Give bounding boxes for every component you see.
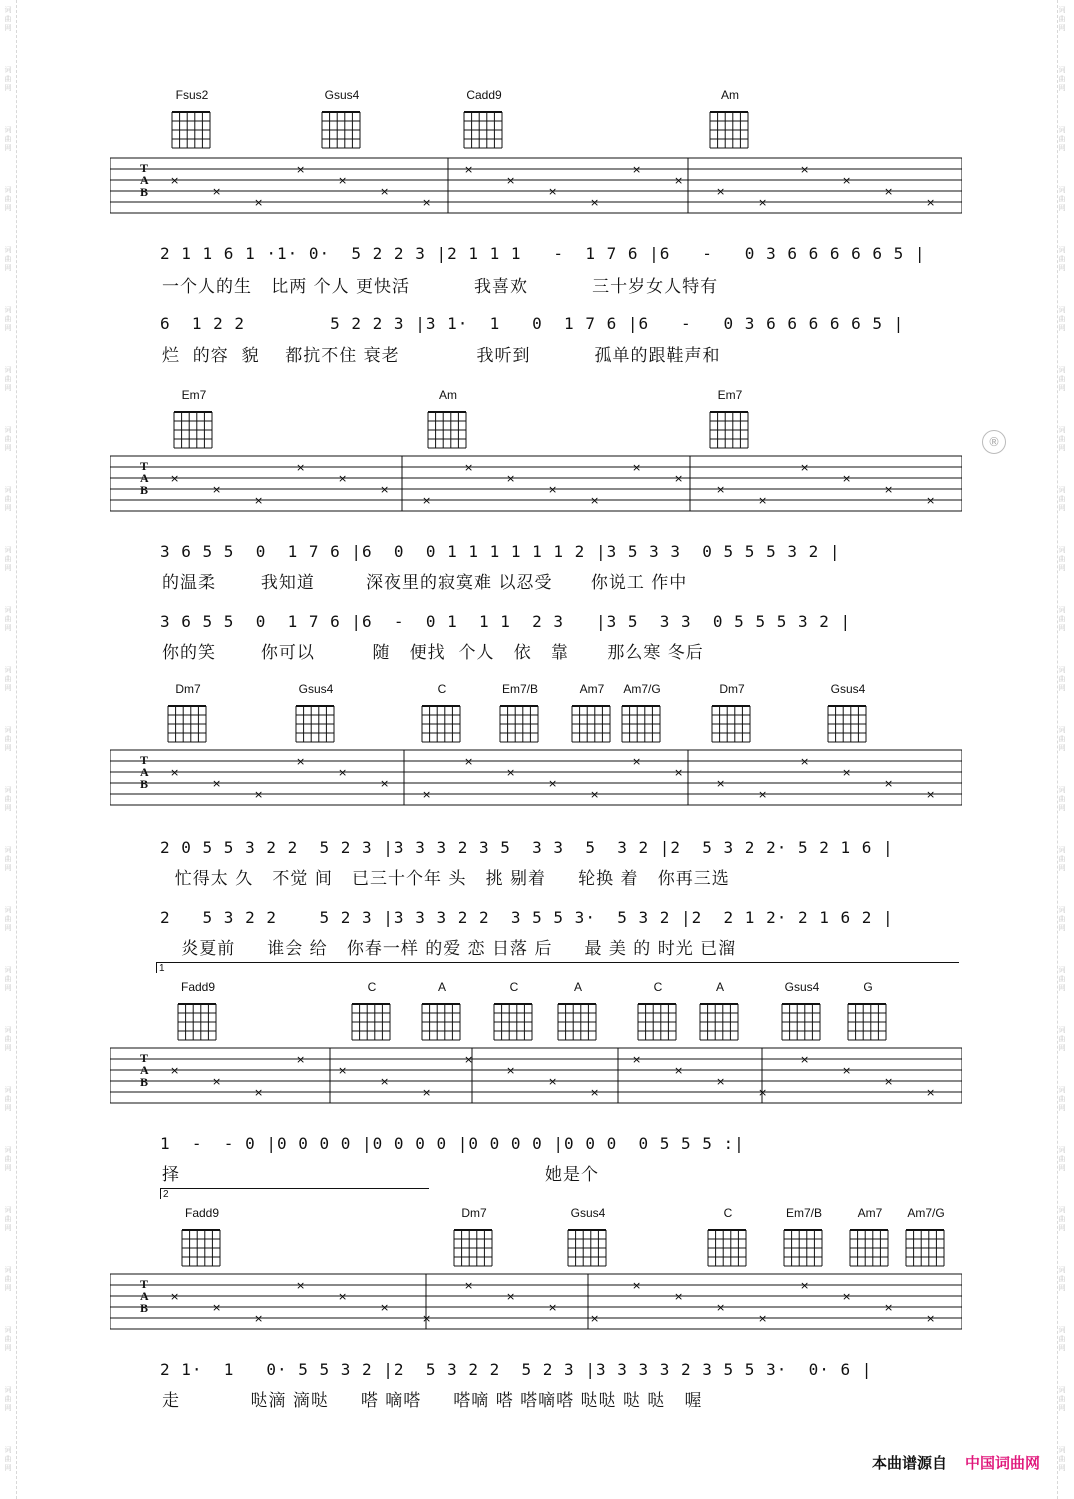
chord-diagram: Am bbox=[424, 388, 472, 450]
tab-note-mark: × bbox=[632, 1053, 642, 1066]
watermark-glyph: 词 曲 网 bbox=[1058, 606, 1066, 632]
chord-diagram: Am bbox=[706, 88, 754, 150]
tab-note-mark: × bbox=[338, 1290, 348, 1303]
tab-note-mark: × bbox=[590, 1312, 600, 1325]
chord-diagram: A bbox=[696, 980, 744, 1042]
lyric-line: 一个人的生 比两 个人 更快活 我喜欢 三十岁女人特有 bbox=[162, 277, 719, 297]
lyric-line: 炎夏前 谁会 给 你春一样 的爱 恋 日落 后 最 美 的 时光 已溜 bbox=[162, 939, 737, 959]
chord-diagram: Cadd9 bbox=[460, 88, 508, 150]
tab-note-mark: × bbox=[716, 1075, 726, 1088]
watermark-glyph: 词 曲 网 bbox=[4, 1446, 12, 1472]
tab-note-mark: × bbox=[254, 1086, 264, 1099]
tab-note-mark: × bbox=[212, 483, 222, 496]
tab-note-mark: × bbox=[800, 1053, 810, 1066]
tab-note-mark: × bbox=[422, 494, 432, 507]
chord-grid bbox=[554, 996, 600, 1042]
footer-brand-link[interactable]: 中国词曲网 bbox=[964, 1454, 1040, 1472]
chord-grid bbox=[178, 1222, 224, 1268]
tab-note-mark: × bbox=[380, 1075, 390, 1088]
watermark-glyph: 词 曲 网 bbox=[1058, 1266, 1066, 1292]
tab-clef: T A B bbox=[140, 161, 149, 199]
source-footer bbox=[872, 1452, 1040, 1473]
watermark-glyph: 词 曲 网 bbox=[1058, 366, 1066, 392]
watermark-glyph: 词 曲 网 bbox=[4, 906, 12, 932]
tab-note-mark: × bbox=[590, 1086, 600, 1099]
tab-note-mark: × bbox=[212, 1301, 222, 1314]
chord-diagram: Em7 bbox=[706, 388, 754, 450]
watermark-glyph: 词 曲 网 bbox=[4, 366, 12, 392]
chord-grid bbox=[496, 698, 542, 744]
chord-grid bbox=[490, 996, 536, 1042]
watermark-glyph: 词 曲 网 bbox=[1058, 846, 1066, 872]
tab-note-mark: × bbox=[296, 163, 306, 176]
chord-grid bbox=[348, 996, 394, 1042]
numbered-notation: 6 1 2 2 5 2 2 3 |3 1· 1 0 1 7 6 |6 - 0 3 6 6 6 6 6 5 | bbox=[160, 314, 905, 333]
tab-note-mark: × bbox=[212, 185, 222, 198]
watermark-glyph: 词 曲 网 bbox=[1058, 426, 1066, 452]
numbered-notation: 2 1 1 6 1 ·1· 0· 5 2 2 3 |2 1 1 1 - 1 7 6 |6 - 0 3 6 6 6 6 6 5 | bbox=[160, 244, 926, 263]
watermark-glyph: 词 曲 网 bbox=[4, 126, 12, 152]
tab-note-mark: × bbox=[548, 483, 558, 496]
tab-note-mark: × bbox=[464, 461, 474, 474]
chord-grid bbox=[706, 404, 752, 450]
chord-diagram: A bbox=[554, 980, 602, 1042]
tab-note-mark: × bbox=[716, 777, 726, 790]
watermark-glyph: 词 曲 网 bbox=[4, 666, 12, 692]
tab-note-mark: × bbox=[506, 1064, 516, 1077]
watermark-glyph: 词 曲 网 bbox=[4, 186, 12, 212]
watermark-glyph: 词 曲 网 bbox=[4, 786, 12, 812]
watermark-glyph: 词 曲 网 bbox=[1058, 1146, 1066, 1172]
chord-grid bbox=[634, 996, 680, 1042]
tab-note-mark: × bbox=[296, 1279, 306, 1292]
tab-staff bbox=[110, 748, 962, 808]
chord-grid bbox=[844, 996, 890, 1042]
score-system-1 bbox=[110, 88, 962, 368]
tab-note-mark: × bbox=[506, 174, 516, 187]
numbered-notation: 1 - - 0 |0 0 0 0 |0 0 0 0 |0 0 0 0 |0 0 0 0 5 5 5 :| bbox=[160, 1134, 745, 1153]
watermark-glyph: 词 曲 网 bbox=[4, 486, 12, 512]
chord-diagram: G bbox=[844, 980, 892, 1042]
lyric-line: 走 哒滴 滴哒 嗒 嘀嗒 嗒嘀 嗒 嗒嘀嗒 哒哒 哒 哒 喔 bbox=[162, 1391, 703, 1411]
chord-diagram: C bbox=[704, 1206, 752, 1268]
tab-note-mark: × bbox=[338, 766, 348, 779]
watermark-glyph: 词 曲 网 bbox=[4, 846, 12, 872]
watermark-glyph: 词 曲 网 bbox=[1058, 786, 1066, 812]
tab-note-mark: × bbox=[506, 472, 516, 485]
chord-grid bbox=[696, 996, 742, 1042]
tab-note-mark: × bbox=[380, 483, 390, 496]
tab-note-mark: × bbox=[464, 1053, 474, 1066]
tab-note-mark: × bbox=[548, 185, 558, 198]
watermark-glyph: 词 曲 网 bbox=[1058, 1086, 1066, 1112]
tab-note-mark: × bbox=[884, 1075, 894, 1088]
chord-diagram: Am7/G bbox=[618, 682, 666, 744]
tab-note-mark: × bbox=[380, 185, 390, 198]
volta-bracket-1: 1 bbox=[156, 962, 959, 973]
watermark-glyph: 词 曲 网 bbox=[1058, 186, 1066, 212]
registered-mark: ® bbox=[982, 430, 1006, 454]
tab-note-mark: × bbox=[464, 163, 474, 176]
tab-note-mark: × bbox=[674, 1064, 684, 1077]
chord-grid bbox=[706, 104, 752, 150]
chord-diagram: Dm7 bbox=[450, 1206, 498, 1268]
watermark-glyph: 词 曲 网 bbox=[1058, 1446, 1066, 1472]
tab-clef: T A B bbox=[140, 753, 149, 791]
chord-diagram: Em7/B bbox=[780, 1206, 828, 1268]
tab-note-mark: × bbox=[212, 777, 222, 790]
chord-diagram: Gsus4 bbox=[564, 1206, 612, 1268]
watermark-glyph: 词 曲 网 bbox=[4, 1206, 12, 1232]
tab-note-mark: × bbox=[800, 1279, 810, 1292]
chord-grid bbox=[424, 404, 470, 450]
watermark-glyph: 词 曲 网 bbox=[4, 1266, 12, 1292]
tab-note-mark: × bbox=[842, 472, 852, 485]
watermark-glyph: 词 曲 网 bbox=[4, 426, 12, 452]
chord-diagram: Fadd9 bbox=[178, 1206, 226, 1268]
watermark-glyph: 词 曲 网 bbox=[1058, 1326, 1066, 1352]
watermark-glyph: 词 曲 网 bbox=[4, 306, 12, 332]
lyric-line: 烂 的容 貌 都抗不住 衰老 我听到 孤单的跟鞋声和 bbox=[162, 346, 721, 366]
chord-diagram: C bbox=[348, 980, 396, 1042]
tab-note-mark: × bbox=[464, 1279, 474, 1292]
tab-note-mark: × bbox=[758, 1312, 768, 1325]
tab-note-mark: × bbox=[464, 755, 474, 768]
chord-grid bbox=[568, 698, 614, 744]
tab-note-mark: × bbox=[212, 1075, 222, 1088]
tab-note-mark: × bbox=[170, 766, 180, 779]
watermark-glyph: 词 曲 网 bbox=[4, 546, 12, 572]
watermark-glyph: 词 曲 网 bbox=[4, 966, 12, 992]
tab-note-mark: × bbox=[926, 788, 936, 801]
chord-diagram: C bbox=[634, 980, 682, 1042]
tab-note-mark: × bbox=[842, 766, 852, 779]
tab-note-mark: × bbox=[716, 483, 726, 496]
tab-note-mark: × bbox=[758, 196, 768, 209]
tab-note-mark: × bbox=[674, 472, 684, 485]
numbered-notation: 3 6 5 5 0 1 7 6 |6 0 0 1 1 1 1 1 1 2 |3 5 3 3 0 5 5 5 3 2 | bbox=[160, 542, 841, 561]
watermark-glyph: 词 曲 网 bbox=[1058, 6, 1066, 32]
tab-note-mark: × bbox=[926, 1086, 936, 1099]
tab-note-mark: × bbox=[380, 1301, 390, 1314]
chord-diagram: Fsus2 bbox=[168, 88, 216, 150]
tab-note-mark: × bbox=[380, 777, 390, 790]
watermark-glyph: 词 曲 网 bbox=[1058, 306, 1066, 332]
tab-note-mark: × bbox=[338, 472, 348, 485]
tab-note-mark: × bbox=[296, 1053, 306, 1066]
chord-diagram: Dm7 bbox=[164, 682, 212, 744]
tab-note-mark: × bbox=[632, 1279, 642, 1292]
tab-note-mark: × bbox=[674, 1290, 684, 1303]
tab-note-mark: × bbox=[548, 1301, 558, 1314]
tab-note-mark: × bbox=[590, 494, 600, 507]
chord-grid bbox=[460, 104, 506, 150]
numbered-notation: 3 6 5 5 0 1 7 6 |6 - 0 1 1 1 2 3 |3 5 3 3 0 5 5 5 3 2 | bbox=[160, 612, 852, 631]
tab-note-mark: × bbox=[170, 174, 180, 187]
watermark-glyph: 词 曲 网 bbox=[1058, 126, 1066, 152]
tab-note-mark: × bbox=[254, 196, 264, 209]
tab-clef: T A B bbox=[140, 459, 149, 497]
tab-note-mark: × bbox=[926, 494, 936, 507]
chord-grid bbox=[902, 1222, 948, 1268]
chord-grid bbox=[450, 1222, 496, 1268]
tab-staff bbox=[110, 1272, 962, 1332]
tab-staff bbox=[110, 454, 962, 514]
chord-grid bbox=[168, 104, 214, 150]
tab-note-mark: × bbox=[716, 1301, 726, 1314]
tab-note-mark: × bbox=[884, 777, 894, 790]
tab-note-mark: × bbox=[884, 185, 894, 198]
tab-note-mark: × bbox=[758, 494, 768, 507]
tab-note-mark: × bbox=[296, 755, 306, 768]
chord-grid bbox=[564, 1222, 610, 1268]
chord-diagram: C bbox=[418, 682, 466, 744]
tab-note-mark: × bbox=[422, 196, 432, 209]
watermark-glyph: 词 曲 网 bbox=[4, 726, 12, 752]
tab-note-mark: × bbox=[254, 788, 264, 801]
tab-clef: T A B bbox=[140, 1277, 149, 1315]
tab-note-mark: × bbox=[506, 766, 516, 779]
chord-grid bbox=[778, 996, 824, 1042]
tab-note-mark: × bbox=[800, 163, 810, 176]
watermark-glyph: 词 曲 网 bbox=[4, 1026, 12, 1052]
watermark-glyph: 词 曲 网 bbox=[4, 6, 12, 32]
watermark-glyph: 词 曲 网 bbox=[1058, 1206, 1066, 1232]
watermark-glyph: 词 曲 网 bbox=[4, 1086, 12, 1112]
score-system-5 bbox=[110, 1188, 962, 1418]
chord-grid bbox=[824, 698, 870, 744]
tab-note-mark: × bbox=[632, 461, 642, 474]
watermark-glyph: 词 曲 网 bbox=[1058, 546, 1066, 572]
tab-note-mark: × bbox=[506, 1290, 516, 1303]
tab-note-mark: × bbox=[254, 1312, 264, 1325]
watermark-glyph: 词 曲 网 bbox=[4, 66, 12, 92]
tab-note-mark: × bbox=[926, 196, 936, 209]
chord-diagram: Am7/G bbox=[902, 1206, 950, 1268]
chord-grid bbox=[780, 1222, 826, 1268]
chord-grid bbox=[318, 104, 364, 150]
tab-staff bbox=[110, 156, 962, 216]
watermark-glyph: 词 曲 网 bbox=[4, 1146, 12, 1172]
tab-note-mark: × bbox=[716, 185, 726, 198]
tab-note-mark: × bbox=[422, 1312, 432, 1325]
score-system-3 bbox=[110, 682, 962, 962]
chord-diagram: Am7 bbox=[568, 682, 616, 744]
tab-note-mark: × bbox=[170, 1290, 180, 1303]
chord-grid bbox=[174, 996, 220, 1042]
watermark-glyph: 词 曲 网 bbox=[1058, 966, 1066, 992]
tab-note-mark: × bbox=[170, 472, 180, 485]
tab-note-mark: × bbox=[800, 755, 810, 768]
watermark-glyph: 词 曲 网 bbox=[1058, 486, 1066, 512]
tab-note-mark: × bbox=[632, 163, 642, 176]
score-system-2 bbox=[110, 388, 962, 668]
numbered-notation: 2 0 5 5 3 2 2 5 2 3 |3 3 3 2 3 5 3 3 5 3 2 |2 5 3 2 2· 5 2 1 6 | bbox=[160, 838, 894, 857]
tab-note-mark: × bbox=[338, 174, 348, 187]
volta-bracket-2: 2 bbox=[160, 1188, 429, 1199]
chord-diagram: Em7 bbox=[170, 388, 218, 450]
chord-grid bbox=[618, 698, 664, 744]
tab-note-mark: × bbox=[842, 1290, 852, 1303]
tab-note-mark: × bbox=[338, 1064, 348, 1077]
chord-grid bbox=[418, 698, 464, 744]
tab-note-mark: × bbox=[296, 461, 306, 474]
chord-diagram: Em7/B bbox=[496, 682, 544, 744]
tab-note-mark: × bbox=[800, 461, 810, 474]
chord-diagram: C bbox=[490, 980, 538, 1042]
chord-diagram: Gsus4 bbox=[318, 88, 366, 150]
watermark-glyph: 词 曲 网 bbox=[4, 246, 12, 272]
watermark-glyph: 词 曲 网 bbox=[1058, 1026, 1066, 1052]
chord-diagram: A bbox=[418, 980, 466, 1042]
tab-note-mark: × bbox=[674, 174, 684, 187]
tab-note-mark: × bbox=[590, 196, 600, 209]
tab-note-mark: × bbox=[632, 755, 642, 768]
tab-staff bbox=[110, 1046, 962, 1106]
chord-grid bbox=[292, 698, 338, 744]
tab-note-mark: × bbox=[548, 777, 558, 790]
tab-clef: T A B bbox=[140, 1051, 149, 1089]
chord-diagram: Gsus4 bbox=[778, 980, 826, 1042]
watermark-glyph: 词 曲 网 bbox=[1058, 1386, 1066, 1412]
watermark-glyph: 词 曲 网 bbox=[4, 1326, 12, 1352]
chord-diagram: Dm7 bbox=[708, 682, 756, 744]
chord-grid bbox=[164, 698, 210, 744]
footer-source-text: 本曲谱源自 bbox=[871, 1454, 947, 1472]
watermark-glyph: 词 曲 网 bbox=[1058, 666, 1066, 692]
numbered-notation: 2 5 3 2 2 5 2 3 |3 3 3 2 2 3 5 5 3· 5 3 2 |2 2 1 2· 2 1 6 2 | bbox=[160, 908, 894, 927]
tab-note-mark: × bbox=[674, 766, 684, 779]
lyric-line: 你的笑 你可以 随 便找 个人 依 靠 那么寒 冬后 bbox=[162, 643, 704, 663]
chord-diagram: Gsus4 bbox=[292, 682, 340, 744]
lyric-line: 忙得太 久 不觉 间 已三十个年 头 挑 剔着 轮换 着 你再三选 bbox=[162, 869, 730, 889]
chord-grid bbox=[704, 1222, 750, 1268]
lyric-line: 择 她是个 bbox=[162, 1165, 600, 1185]
watermark-glyph: 词 曲 网 bbox=[4, 1386, 12, 1412]
score-system-4 bbox=[110, 962, 962, 1188]
tab-note-mark: × bbox=[842, 1064, 852, 1077]
watermark-glyph: 词 曲 网 bbox=[1058, 726, 1066, 752]
numbered-notation: 2 1· 1 0· 5 5 3 2 |2 5 3 2 2 5 2 3 |3 3 3 3 2 3 5 5 3· 0· 6 | bbox=[160, 1360, 873, 1379]
lyric-line: 的温柔 我知道 深夜里的寂寞难 以忍受 你说工 作中 bbox=[162, 573, 688, 593]
tab-note-mark: × bbox=[254, 494, 264, 507]
chord-grid bbox=[708, 698, 754, 744]
tab-note-mark: × bbox=[422, 1086, 432, 1099]
tab-note-mark: × bbox=[758, 1086, 768, 1099]
watermark-glyph: 词 曲 网 bbox=[1058, 66, 1066, 92]
tab-note-mark: × bbox=[884, 1301, 894, 1314]
chord-diagram: Am7 bbox=[846, 1206, 894, 1268]
watermark-glyph: 词 曲 网 bbox=[1058, 906, 1066, 932]
tab-note-mark: × bbox=[590, 788, 600, 801]
tab-note-mark: × bbox=[842, 174, 852, 187]
watermark-glyph: 词 曲 网 bbox=[4, 606, 12, 632]
chord-grid bbox=[170, 404, 216, 450]
chord-diagram: Fadd9 bbox=[174, 980, 222, 1042]
tab-note-mark: × bbox=[548, 1075, 558, 1088]
chord-grid bbox=[846, 1222, 892, 1268]
tab-note-mark: × bbox=[884, 483, 894, 496]
chord-diagram: Gsus4 bbox=[824, 682, 872, 744]
tab-note-mark: × bbox=[422, 788, 432, 801]
chord-grid bbox=[418, 996, 464, 1042]
tab-note-mark: × bbox=[170, 1064, 180, 1077]
tab-note-mark: × bbox=[758, 788, 768, 801]
tab-note-mark: × bbox=[926, 1312, 936, 1325]
watermark-glyph: 词 曲 网 bbox=[1058, 246, 1066, 272]
